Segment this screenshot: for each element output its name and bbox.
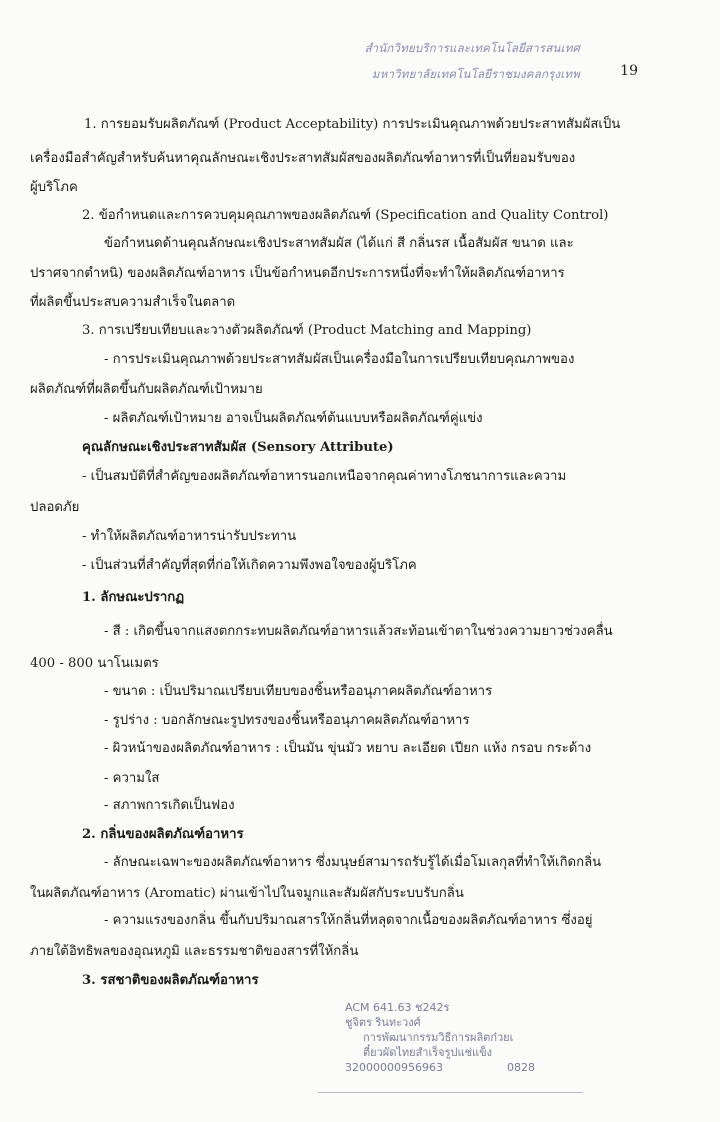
barcode-number: 32000000956963 — [345, 1061, 443, 1074]
text-line: - เป็นส่วนที่สำคัญที่สุดที่ก่อให้เกิดความพึงพอใจของผู้บริโภค — [82, 558, 417, 573]
text-line: เครื่องมือสำคัญสำหรับค้นหาคุณลักษณะเชิงประสาทสัมผัสของผลิตภัณฑ์อาหารที่เป็นที่ยอมรับของ — [30, 151, 576, 166]
text-line: ภายใต้อิทธิพลของอุณหภูมิ และธรรมชาติของสารที่ให้กลิ่น — [30, 944, 359, 959]
section-heading: คุณลักษณะเชิงประสาทสัมผัส (Sensory Attribute) — [82, 440, 394, 455]
text-line: ผลิตภัณฑ์ที่ผลิตขึ้นกับผลิตภัณฑ์เป้าหมาย — [30, 382, 263, 397]
text-line: ในผลิตภัณฑ์อาหาร (Aromatic) ผ่านเข้าไปในจมูกและสัมผัสกับระบบรับกลิ่น — [30, 886, 464, 901]
page-number: 19 — [620, 63, 638, 79]
barcode-row — [345, 1060, 535, 1075]
text-line: - ลักษณะเฉพาะของผลิตภัณฑ์อาหาร ซึ่งมนุษย์สามารถรับรู้ได้เมื่อโมเลกุลที่ทำให้เกิดกลิ่น — [104, 855, 602, 870]
text-line: ที่ผลิตขึ้นประสบความสำเร็จในตลาด — [30, 295, 236, 310]
text-line: - รูปร่าง : บอกลักษณะรูปทรงของชิ้นหรืออนุภาคผลิตภัณฑ์อาหาร — [104, 713, 470, 728]
catalog-divider — [318, 1092, 583, 1093]
catalog-title-line1: การพัฒนากรรมวิธีการผลิตก๋วยเ — [363, 1031, 514, 1044]
catalog-code: 0828 — [507, 1061, 535, 1074]
text-line: - ความแรงของกลิ่น ขึ้นกับปริมาณสารให้กลิ่นที่หลุดจากเนื้อของผลิตภัณฑ์อาหาร ซึ่งอยู่ — [104, 913, 593, 928]
section-heading: 1. ลักษณะปรากฏ — [82, 590, 185, 605]
text-line: - ทำให้ผลิตภัณฑ์อาหารน่ารับประทาน — [82, 529, 297, 544]
text-line: ปราศจากตำหนิ) ของผลิตภัณฑ์อาหาร เป็นข้อกำหนดอีกประการหนึ่งที่จะทำให้ผลิตภัณฑ์อาหาร — [30, 266, 565, 281]
text-line: 2. ข้อกำหนดและการควบคุมคุณภาพของผลิตภัณฑ์ (Specification and Quality Control) — [82, 208, 609, 223]
call-number: ACM 641.63 ช242ร — [345, 1001, 450, 1014]
text-line: - สภาพการเกิดเป็นฟอง — [104, 798, 235, 813]
text-line: - ผลิตภัณฑ์เป้าหมาย อาจเป็นผลิตภัณฑ์ต้นแบบหรือผลิตภัณฑ์คู่แข่ง — [104, 411, 483, 426]
text-line: 1. การยอมรับผลิตภัณฑ์ (Product Acceptability) การประเมินคุณภาพด้วยประสาทสัมผัสเป็น — [84, 117, 621, 132]
text-line: ผู้บริโภค — [30, 180, 78, 195]
text-line: 400 - 800 นาโนเมตร — [30, 656, 159, 671]
library-header-line2: มหาวิทยาลัยเทคโนโลยีราชมงคลกรุงเทพ — [371, 67, 580, 81]
text-line: - ความใส — [104, 771, 160, 786]
library-header-line1: สำนักวิทยบริการและเทคโนโลยีสารสนเทศ — [364, 41, 580, 55]
text-line: - การประเมินคุณภาพด้วยประสาทสัมผัสเป็นเครื่องมือในการเปรียบเทียบคุณภาพของ — [104, 352, 575, 367]
section-heading: 3. รสชาติของผลิตภัณฑ์อาหาร — [82, 973, 259, 988]
library-catalog-label — [345, 1000, 535, 1075]
text-line: - ผิวหน้าของผลิตภัณฑ์อาหาร : เป็นมัน ขุ่นมัว หยาบ ละเอียด เปียก แห้ง กรอบ กระด้าง — [104, 741, 592, 756]
catalog-title-line2: ตี๋ยวผัดไทยสำเร็จรูปแช่แข็ง — [363, 1046, 493, 1059]
text-line: ปลอดภัย — [30, 500, 80, 515]
text-line: - เป็นสมบัติที่สำคัญของผลิตภัณฑ์อาหารนอกเหนือจากคุณค่าทางโภชนาการและความ — [82, 469, 567, 484]
text-line: ข้อกำหนดด้านคุณลักษณะเชิงประสาทสัมผัส (ได้แก่ สี กลิ่นรส เนื้อสัมผัส ขนาด และ — [104, 236, 574, 251]
catalog-author: ชูจิตร รินทะวงศ์ — [345, 1016, 421, 1029]
text-line: - ขนาด : เป็นปริมาณเปรียบเทียบของชิ้นหรืออนุภาคผลิตภัณฑ์อาหาร — [104, 684, 493, 699]
text-line: - สี : เกิดขึ้นจากแสงตกกระทบผลิตภัณฑ์อาหารแล้วสะท้อนเข้าตาในช่วงความยาวช่วงคลื่น — [104, 624, 613, 639]
text-line: 3. การเปรียบเทียบและวางตัวผลิตภัณฑ์ (Product Matching and Mapping) — [82, 323, 532, 338]
section-heading: 2. กลิ่นของผลิตภัณฑ์อาหาร — [82, 827, 244, 842]
